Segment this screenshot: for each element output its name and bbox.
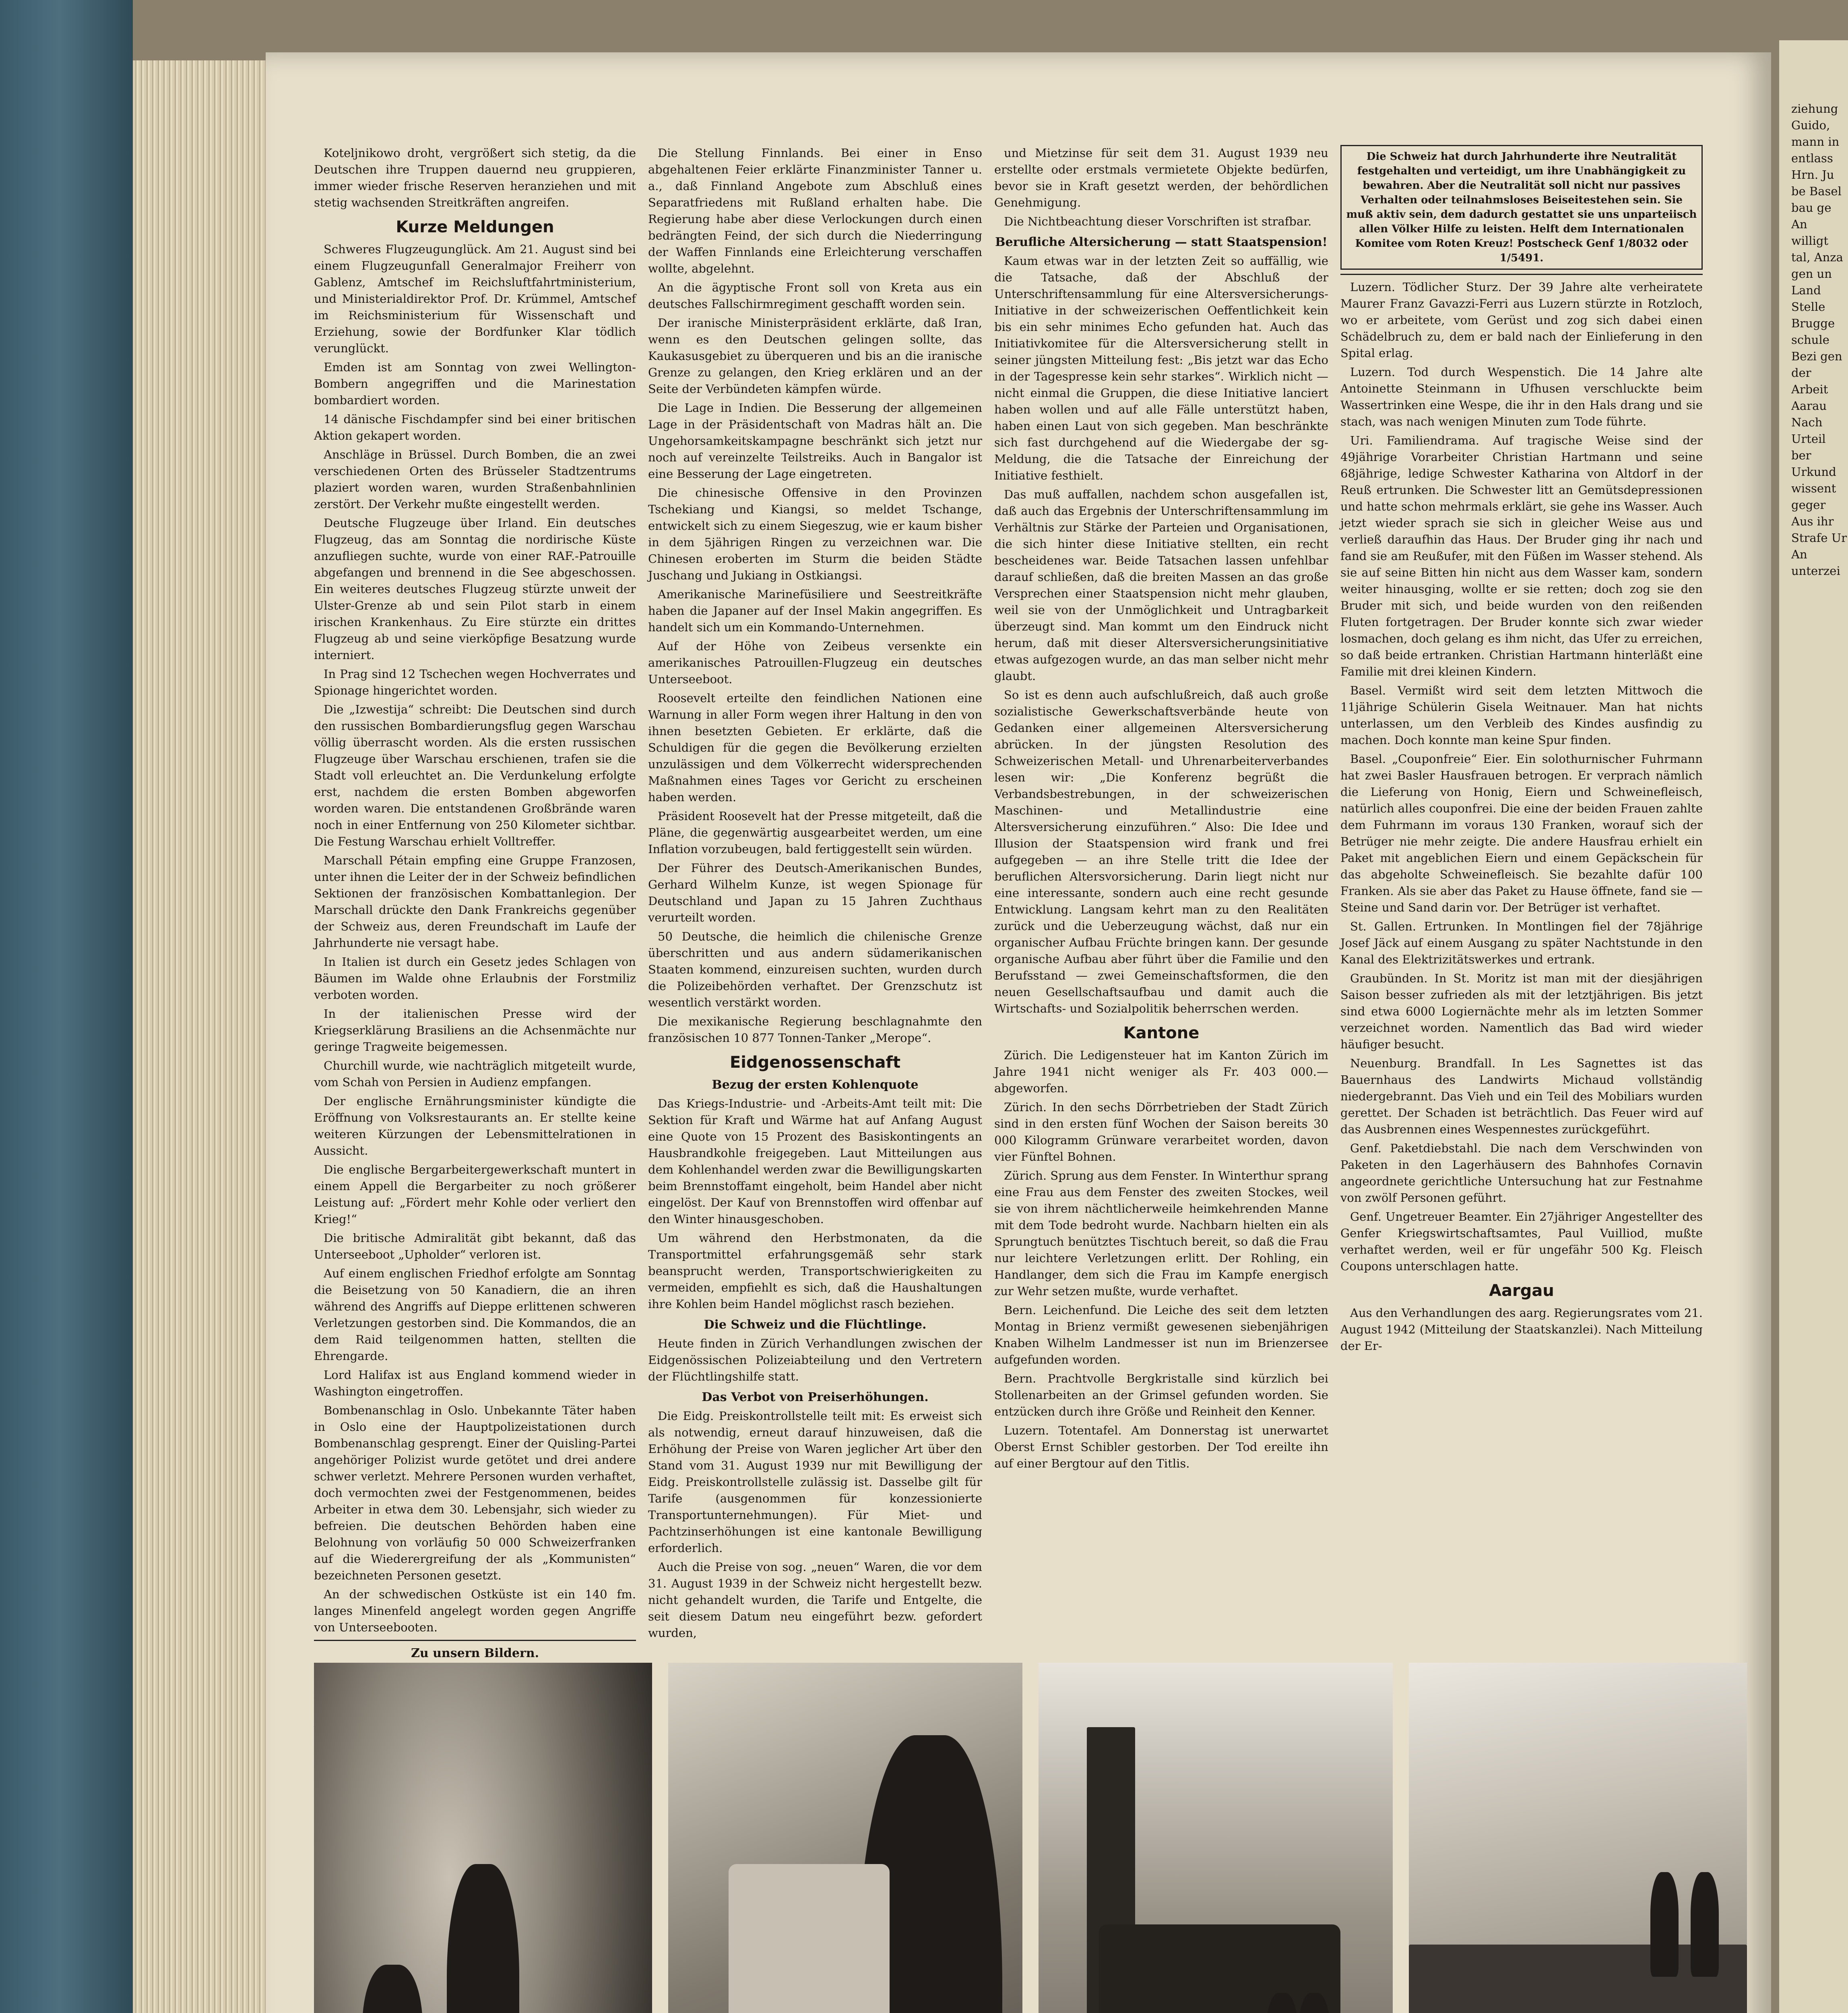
column-4 — [1340, 145, 1703, 1357]
news-item: Amerikanische Marinefüsiliere und Seestreitkräfte haben die Japaner auf der Insel Makin angegriffen. Es handelt sich um ein Kommando-Unternehmen. — [648, 587, 982, 634]
news-item: Zürich. Die Ledigensteuer hat im Kanton Zürich im Jahre 1941 nicht weniger als Fr. 403 000.— abgeworfen. — [994, 1048, 1328, 1095]
news-item: Luzern. Tödlicher Sturz. Der 39 Jahre alte verheiratete Maurer Franz Gavazzi-Ferri aus Luzern stürzte in Rotzloch, wo er arbeitete, vom Gerüst und zog sich dabei einen Schädelbruch zu, dem er bald nach der Einlieferung in den Spital erlag. — [1340, 280, 1703, 360]
news-item: Uri. Familiendrama. Auf tragische Weise sind der 49jährige Vorarbeiter Christian Hartmann und seine 68jährige, ledige Schwester Katharina von Altdorf in der Reuß ertrunken. Die Schwester litt an Gemütsdepressionen und hatte schon mehrmals erklärt, sie gehe ins Wasser. Auch jetzt wieder sprach sie sich in gleicher Weise aus und verließ daraufhin das Haus. Der Bruder ging ihr nach und fand sie am Reußufer, mit den Füßen im Wasser stehend. Als sie auf seine Bitten hin nicht aus dem Wasser kam, sondern weiter hinausging, wollte er sie retten; doch zog sie den Bruder mit sich, und beide wurden von den reißenden Fluten fortgetragen. Der Bruder konnte sich zwar wieder losmachen, doch gelang es ihm nicht, das Ufer zu erreichen, so daß beide ertranken. Christian Hartmann hinterläßt eine Familie mit drei kleinen Kindern. — [1340, 434, 1703, 678]
column-3 — [994, 145, 1328, 1474]
photo-1-infantry-trench — [314, 1663, 652, 2013]
news-item: Auf der Höhe von Zeibeus versenkte ein amerikanisches Patrouillen-Flugzeug ein deutsches Unterseeboot. — [648, 639, 982, 686]
photo-4-shell-loading — [1409, 1663, 1747, 2013]
subheading-fluechtlinge: Die Schweiz und die Flüchtlinge. — [704, 1318, 927, 1332]
news-item: Bern. Leichenfund. Die Leiche des seit dem letzten Montag in Brienz vermißt gewesenen siebenjährigen Knaben Wilhelm Landmesser ist nun im Brienzersee aufgefunden worden. — [994, 1303, 1328, 1366]
news-item: Churchill wurde, wie nachträglich mitgeteilt wurde, vom Schah von Persien in Audienz empfangen. — [314, 1059, 636, 1089]
news-item: Die mexikanische Regierung beschlagnahmte den französischen 10 877 Tonnen-Tanker „Merope“. — [648, 1015, 982, 1045]
news-item: Genf. Paketdiebstahl. Die nach dem Verschwinden von Paketen in den Lagerhäusern des Bahnhofes Cornavin angeordnete gerichtliche Untersuchung hat zur Festnahme von zwölf Personen geführt. — [1340, 1141, 1703, 1205]
section-heading-kurze-meldungen: Kurze Meldungen — [396, 218, 554, 236]
photo-3-railway-gun-crane — [1039, 1663, 1393, 2013]
news-item: Der englische Ernährungsminister kündigte die Eröffnung von Volksrestaurants an. Er stellte keine weiteren Kürzungen der Lebensmittelrationen in Aussicht. — [314, 1094, 636, 1157]
col1-intro: Koteljnikowo droht, vergrößert sich stetig, da die Deutschen ihre Truppen dauernd neu gruppieren, immer wieder frische Reserven heranziehen und mit stetig wachsenden Streitkräften angreifen. — [314, 146, 636, 209]
article-paragraph: Aus den Verhandlungen des aarg. Regierungsrates vom 21. August 1942 (Mitteilung der Staatskanzlei). Nach Mitteilung der Er- — [1340, 1306, 1703, 1353]
col3-news-list — [994, 1047, 1328, 1472]
divider — [1340, 274, 1703, 275]
news-item: 50 Deutsche, die heimlich die chilenische Grenze überschritten und aus andern südamerikanischen Staaten kommend, einzureisen suchten, wurden durch die Polizeibehörden verhaftet. Der Grenzschutz ist wesentlich verstärkt worden. — [648, 930, 982, 1009]
subheading-altersicherung: Berufliche Altersicherung — statt Staatspension! — [995, 235, 1328, 249]
news-item: In Prag sind 12 Tschechen wegen Hochverrates und Spionage hingerichtet worden. — [314, 667, 636, 697]
article-paragraph: Die Nichtbeachtung dieser Vorschriften ist strafbar. — [1004, 215, 1312, 228]
news-item: Luzern. Tod durch Wespenstich. Die 14 Jahre alte Antoinette Steinmann in Ufhusen verschluckte beim Wassertrinken eine Wespe, die ihr in den Hals drang und sie stach, was nach wenigen Minuten zum Tode führte. — [1340, 365, 1703, 428]
news-item: Die chinesische Offensive in den Provinzen Tschekiang und Kiangsi, so meldet Tschange, entwickelt sich zu einem Siegeszug, wie er kaum bisher in dem 5jährigen Ringen zu verzeichnen war. Die Chinesen eroberten im Sturm die beiden Städte Juschang und Jukiang in Ostkiangsi. — [648, 486, 982, 582]
article-paragraph: So ist es denn auch aufschlußreich, daß auch große sozialistische Gewerkschaftsverbände heute von Gedanken einer allgemeinen Altersversicherung abrücken. In der jüngsten Resolution des Schweizerischen Metall- und Uhrenarbeiterverbandes lesen wir: „Die Konferenz begrüßt die Verbandsbestrebungen, in der schweizerischen Maschinen- und Metallindustrie eine Altersversicherung einzuführen.“ Also: Die Idee und Illusion der Staatspension wird frank und frei aufgegeben — an ihre Stelle tritt die Idee der beruflichen Altersvorsicherung. Darin liegt nicht nur eine interessante, sondern auch eine recht gesunde Entwicklung. Langsam kehrt man zu den Realitäten zurück und die Ueberzeugung wächst, daß nur ein organischer Aufbau Früchte bringen kann. Der gesunde organische Aufbau aber führt über die Familie und den Berufsstand — zwei Gemeinschaftsformen, die den neuen Gesellschaftsaufbau und damit auch die Wirtschafts- und Sozialpolitik beherrschen werden. — [994, 688, 1328, 1015]
article-paragraph: Um während den Herbstmonaten, da die Transportmittel erfahrungsgemäß sehr stark beansprucht werden, Transportschwierigkeiten zu vermeiden, empfiehlt es sich, daß die Haushaltungen ihre Kohlen beim Handel möglichst rasch beziehen. — [648, 1231, 982, 1311]
news-item: Die englische Bergarbeitergewerkschaft muntert in einem Appell die Bergarbeiter zu noch größerer Leistung auf: „Fördert mehr Kohle oder verliert den Krieg!“ — [314, 1163, 636, 1226]
article-paragraph: Das Kriegs-Industrie- und -Arbeits-Amt teilt mit: Die Sektion für Kraft und Wärme hat auf Anfang August eine Quote von 15 Prozent des Basiskontingents an Hausbrandkohle freigegeben. Laut Mitteilungen aus dem Kohlenhandel werden zwar die Bewilligungskarten beim Brennstoffamt eingeholt, beim Handel aber nicht eingelöst. Der Kauf von Brennstoffen wird offenbar auf den Winter hinausgeschoben. — [648, 1097, 982, 1226]
section-heading-eidgenossenschaft: Eidgenossenschaft — [729, 1053, 901, 1072]
news-item: Emden ist am Sonntag von zwei Wellington-Bombern angegriffen und die Marinestation bombardiert worden. — [314, 360, 636, 407]
news-item: Genf. Ungetreuer Beamter. Ein 27jähriger Angestellter des Genfer Kriegswirtschaftsamtes, Paul Vuilliod, mußte verhaftet werden, weil er für ungefähr 500 Kg. Fleisch Coupons unterschlagen hatte. — [1340, 1210, 1703, 1273]
news-item: Bombenanschlag in Oslo. Unbekannte Täter haben in Oslo eine der Hauptpolizeistationen durch Bombenanschlag gesprengt. Einer der Quisling-Partei angehöriger Polizist wurde getötet und drei andere schwer verletzt. Mehrere Personen wurden verhaftet, doch vermochten zwei der Festgenommenen, beides Arbeiter in etwa dem 30. Lebensjahr, sich wieder zu befreien. Die deutschen Behörden haben eine Belohnung von vorläufig 50 000 Schweizerfranken auf die Wiederergreifung der als „Kommunisten“ bezeichneten Personen gesetzt. — [314, 1403, 636, 1582]
news-item: Neuenburg. Brandfall. In Les Sagnettes ist das Bauernhaus des Landwirts Michaud vollständig niedergebrannt. Das Vieh und ein Teil des Mobiliars wurden gerettet. Der Schaden ist beträchtlich. Das Feuer wird auf das Ausbrennen eines Wespennestes zurückgeführt. — [1340, 1056, 1703, 1136]
news-item: Marschall Pétain empfing eine Gruppe Franzosen, unter ihnen die Leiter der in der Schweiz befindlichen Sektionen der französischen Kombattanlegion. Der Marschall drückte den Dank Frankreichs gegenüber der Schweiz aus, deren Freundschaft im Laufe der Jahrhunderte nie versagt habe. — [314, 854, 636, 950]
column-2 — [648, 145, 982, 1644]
news-item: Anschläge in Brüssel. Durch Bomben, die an zwei verschiedenen Orten des Brüsseler Stadtzentrums plaziert worden waren, wurden Straßenbahnlinien zerstört. Der Verkehr mußte eingestellt werden. — [314, 448, 636, 511]
red-cross-appeal-box: Die Schweiz hat durch Jahrhunderte ihre Neutralität festgehalten und verteidigt, um ihre Unabhängigkeit zu bewahren. Aber die Neutralität soll nicht nur passives Verhalten oder teilnahmsloses Beiseitestehen sein. Sie muß aktiv sein, dem dadurch gestattet sie uns unparteiisch allen Völker Hilfe zu leisten. Helft dem Internationalen Komitee vom Roten Kreuz! Postscheck Genf 1/8032 oder 1/5491. — [1340, 145, 1703, 270]
news-item: Die britische Admiralität gibt bekannt, daß das Unterseeboot „Upholder“ verloren ist. — [314, 1231, 636, 1261]
news-item: Graubünden. In St. Moritz ist man mit der diesjährigen Saison besser zufrieden als mit der letztjährigen. Bis jetzt sind etwa 6000 Logiernächte mehr als im letzten Sommer verzeichnet worden. Namentlich das Bad wird wieder häufiger besucht. — [1340, 971, 1703, 1051]
article-paragraph: Kaum etwas war in der letzten Zeit so auffällig, wie die Tatsache, daß der Abschluß der Unterschriftensammlung für eine Altersversicherungs-Initiative in der schweizerischen Oeffentlichkeit kein bis ein sehr minimes Echo gefunden hat. Auch das Initiativkomitee für die Altersversicherung stellt in seiner jüngsten Mitteilung fest: „Bis jetzt war das Echo in der Tagespresse kein sehr starkes“. Wirklich nicht — nicht einmal die Gruppen, die diese Initiative lanciert haben wollen und auf alle Fälle unterstützt haben, haben einen Laut von sich gegeben. Man beschränkte sich fast durchgehend auf die Wiedergabe der sg-Meldung, die die Tatsache der Einreichung der Initiative festhielt. — [994, 254, 1328, 482]
page-edges — [133, 60, 266, 2013]
divider — [314, 1640, 636, 1641]
article-paragraph: Auch die Preise von sog. „neuen“ Waren, die vor dem 31. August 1939 in der Schweiz nicht hergestellt bezw. nicht gehandelt wurden, die Tarife und Entgelte, die seit diesem Datum neu eingeführt bezw. gefordert wurden, — [648, 1560, 982, 1640]
news-item: Zürich. Sprung aus dem Fenster. In Winterthur sprang eine Frau aus dem Fenster des zweiten Stockes, weil sie von ihrem nächtlicherweile heimkehrenden Manne mit dem Tode bedroht wurde. Nachbarn hielten ein als Sprungtuch benütztes Tischtuch bereit, so daß die Frau nur leichtere Verletzungen erlitt. Der Rohling, ein Handlanger, dem sich die Frau im Kampfe energisch zur Wehr setzen mußte, wurde verhaftet. — [994, 1169, 1328, 1298]
news-item: In der italienischen Presse wird der Kriegserklärung Brasiliens an die Achsenmächte nur geringe Tragweite beigemessen. — [314, 1007, 636, 1054]
news-item: St. Gallen. Ertrunken. In Montlingen fiel der 78jährige Josef Jäck auf einem Ausgang zu später Nachtstunde in den Kanal des Elektrizitätswerkes und ertrank. — [1340, 920, 1703, 966]
news-item: Die „Izwestija“ schreibt: Die Deutschen sind durch den russischen Bombardierungsflug gegen Warschau völlig überrascht worden. Als die ersten russischen Flugzeuge über Warschau erschienen, trafen sie die Stadt voll erleuchtet an. Die Verdunkelung erfolgte erst, nachdem die ersten Bomben abgeworfen worden waren. Die entstandenen Großbrände waren noch in einer Entfernung von 250 Kilometer sichtbar. Die Festung Warschau erhielt Volltreffer. — [314, 703, 636, 848]
news-item: In Italien ist durch ein Gesetz jedes Schlagen von Bäumen im Walde ohne Erlaubnis der Forstmiliz verboten worden. — [314, 955, 636, 1002]
section-heading-kantone: Kantone — [1123, 1024, 1200, 1042]
news-item: Der Führer des Deutsch-Amerikanischen Bundes, Gerhard Wilhelm Kunze, ist wegen Spionage für Deutschland und Japan zu 15 Jahren Zuchthaus verurteilt worden. — [648, 861, 982, 924]
news-item: 14 dänische Fischdampfer sind bei einer britischen Aktion gekapert worden. — [314, 412, 636, 442]
col4-news-list — [1340, 279, 1703, 1275]
section-heading-aargau: Aargau — [1489, 1281, 1554, 1300]
news-item: Basel. Vermißt wird seit dem letzten Mittwoch die 11jährige Schülerin Gisela Weitnauer. Man hat nichts unterlassen, um den Verbleib des Kindes ausfindig zu machen. Doch konnte man keine Spur finden. — [1340, 684, 1703, 747]
article-paragraph: Das muß auffallen, nachdem schon ausgefallen ist, daß auch das Ergebnis der Unterschriftensammlung im Verhältnis zur Stärke der Parteien und Organisationen, die sich hinter diese Initiative stellten, ein recht bescheidenes war. Beide Tatsachen lassen unfehlbar darauf schließen, daß die breiten Massen an das große Versprechen einer Staatspension nicht mehr glauben, weil sie von der Unmöglichkeit und Untragbarkeit überzeugt sind. Man kommt um den Eindruck nicht herum, daß mit dieser Altersversicherungsinitiative etwas aufgezogen wurde, an das man selber nicht mehr glaubt. — [994, 488, 1328, 683]
col1-news-list — [314, 241, 636, 1636]
news-item: Präsident Roosevelt hat der Presse mitgeteilt, daß die Pläne, die gegenwärtig ausgearbeitet werden, um eine Inflation vorzubeugen, bald fertiggestellt sein würden. — [648, 809, 982, 856]
article-paragraph: Heute finden in Zürich Verhandlungen zwischen der Eidgenössischen Polizeiabteilung und den Vertretern der Flüchtlingshilfe statt. — [648, 1337, 982, 1383]
col2-news-list — [648, 145, 982, 1046]
news-item: An der schwedischen Ostküste ist ein 140 fm. langes Minenfeld angelegt worden gegen Angriffe von Unterseebooten. — [314, 1587, 636, 1634]
photo-2-farmhouse-gun-position — [668, 1663, 1022, 2013]
news-item: Die Stellung Finnlands. Bei einer in Enso abgehaltenen Feier erklärte Finanzminister Tanner u. a., daß Finnland Angebote zum Abschluß eines Separatfriedens mit Rußland erhalten habe. Die Regierung habe aber diese Verlockungen durch einen bedrängten Feind, der sich durch die Niederringung der Waffen Finnlands eine Erleichterung verschaffen wollte, abgelehnt. — [648, 146, 982, 275]
article-paragraph: und Mietzinse für seit dem 31. August 1939 neu erstellte oder erstmals vermietete Objekte bedürfen, bevor sie in Kraft gesetzt werden, der behördlichen Genehmigung. — [994, 146, 1328, 209]
news-item: Auf einem englischen Friedhof erfolgte am Sonntag die Beisetzung von 50 Kanadiern, die an ihren während des Angriffs auf Dieppe erlittenen schweren Verletzungen gestorben sind. Die Kommandos, die an dem Raid teilgenommen hatten, stellten die Ehrengarde. — [314, 1267, 636, 1363]
news-item: Bern. Prachtvolle Bergkristalle sind kürzlich bei Stollenarbeiten an der Grimsel gefunden worden. Sie entzücken durch ihre Größe und Reinheit den Kenner. — [994, 1372, 1328, 1418]
article-paragraph: Die Eidg. Preiskontrollstelle teilt mit: Es erweist sich als notwendig, erneut darauf hinzuweisen, daß die Erhöhung der Preise von Waren jeglicher Art über den Stand vom 31. August 1939 nur mit Bewilligung der Eidg. Preiskontrollstelle zulässig ist. Dasselbe gilt für Tarife (ausgenommen für konzessionierte Transportunternehmungen). Für Miet- und Pachtzinserhöhungen ist eine kantonale Bewilligung erforderlich. — [648, 1409, 982, 1555]
newspaper-page — [266, 52, 1771, 2013]
news-item: Deutsche Flugzeuge über Irland. Ein deutsches Flugzeug, das am Sonntag die nordirische Küste anzufliegen suchte, wurde von einer RAF.-Patrouille abgefangen und brennend in die See abgeschossen. Ein weiteres deutsches Flugzeug stürzte unweit der Ulster-Grenze ab und sein Pilot starb in einem irischen Krankenhaus. Zu Eire stürzte ein drittes Flugzeug ab und seine vierköpfige Besatzung wurde interniert. — [314, 516, 636, 662]
subheading-kohlenquote: Bezug der ersten Kohlenquote — [712, 1078, 919, 1092]
news-item: An die ägyptische Front soll von Kreta aus ein deutsches Fallschirmregiment geschafft worden sein. — [648, 281, 982, 311]
captions-heading: Zu unsern Bildern. — [411, 1646, 539, 1660]
news-item: Zürich. In den sechs Dörrbetrieben der Stadt Zürich sind in den ersten fünf Wochen der Saison bereits 30 000 Kilogramm Grünware verarbeitet worden, davon vier Fünftel Bohnen. — [994, 1100, 1328, 1164]
news-item: Luzern. Totentafel. Am Donnerstag ist unerwartet Oberst Ernst Schibler gestorben. Der Tod ereilte ihn auf einer Bergtour auf den Titlis. — [994, 1424, 1328, 1470]
column-1 — [314, 145, 636, 1773]
next-page-fragment: ziehung Guido, mann in entlass Hrn. Ju be Basel bau ge An willigt tal, Anza gen un Land Stelle Brugge schule Bezi gen der Arbeit Aarau Nach Urteil ber Urkund wissent geger Aus ihr Strafe Ur An unterzei — [1791, 102, 1847, 578]
news-item: Schweres Flugzeugunglück. Am 21. August sind bei einem Flugzeugunfall Generalmajor Freiherr von Gablenz, Amtschef im Reichsluftfahrtministerium, und Ministerialdirektor Prof. Dr. Krümmel, Amtschef im Reichsministerium für Wissenschaft und Erziehung, sowie der Bordfunker Klar tödlich verunglückt. — [314, 242, 636, 355]
news-item: Der iranische Ministerpräsident erklärte, daß Iran, wenn es den Deutschen gelingen sollte, das Kaukasusgebiet zu überqueren und bis an die iranische Grenze zu gelangen, den Krieg erklären und an der Seite der Verbündeten kämpfen würde. — [648, 316, 982, 396]
subheading-preiserhoehungen: Das Verbot von Preiserhöhungen. — [702, 1390, 929, 1404]
news-item: Die Lage in Indien. Die Besserung der allgemeinen Lage in der Präsidentschaft von Madras hält an. Die Ungehorsamkeitskampagne beschränkt sich jetzt nur noch auf vereinzelte Teilstreiks. Auch in Bangalor ist eine Besserung der Lage eingetreten. — [648, 401, 982, 481]
news-item: Basel. „Couponfreie“ Eier. Ein solothurnischer Fuhrmann hat zwei Basler Hausfrauen betrogen. Er verprach nämlich die Lieferung von Honig, Eiern und Schweinefleisch, natürlich alles couponfrei. Die eine der beiden Frauen zahlte dem Fuhrmann im voraus 130 Franken, worauf sich der Betrüger nie mehr zeigte. Die andere Hausfrau erhielt ein Paket mit angeblichen Eiern und einem Gepäckschein für das abgeholte Schweinefleisch. Sie bezahlte dafür 100 Franken. Als sie aber das Paket zu Hause öffnete, fand sie — Steine und Sand darin vor. Der Betrüger ist verhaftet. — [1340, 752, 1703, 914]
news-item: Roosevelt erteilte den feindlichen Nationen eine Warnung in aller Form wegen ihrer Haltung in den von ihnen besetzten Gebieten. Er erklärte, daß die Schuldigen für die gegen die Bevölkerung erzielten unzulässigen und dem Völkerrecht widersprechenden Maßnahmen eines Tages vor Gericht zu erscheinen haben werden. — [648, 691, 982, 804]
book-spine — [0, 0, 133, 2013]
news-item: Lord Halifax ist aus England kommend wieder in Washington eingetroffen. — [314, 1368, 636, 1398]
